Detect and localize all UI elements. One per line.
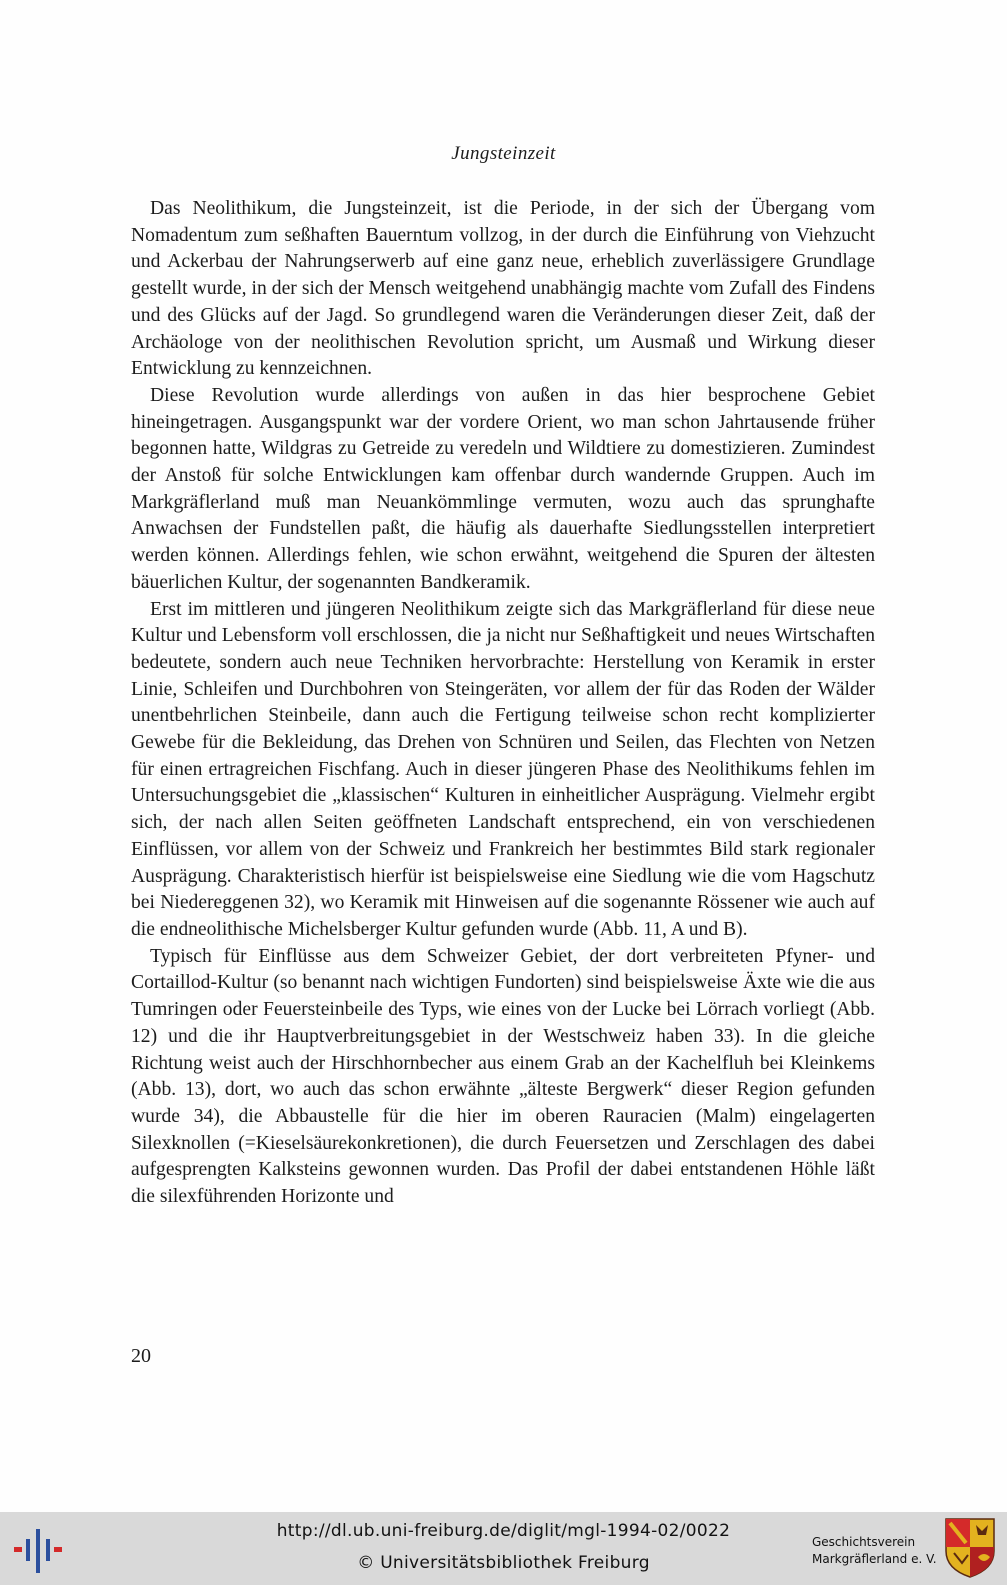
publisher-line-2: Markgräflerland e. V.: [812, 1552, 937, 1566]
body-text: [131, 196, 875, 1211]
publisher-name: [812, 1534, 937, 1568]
paragraph-1: Das Neolithikum, die Jungsteinzeit, ist die Periode, in der sich der Übergang vom Nomadentum zum seßhaften Bauerntum vollzog, in der durch die Einführung von Viehzucht und Ackerbau der Nahrungserwerb auf eine ganz neue, erheblich zuverlässigere Grundlage gestellt wurde, in der sich der Mensch weitgehend unabhängig machte vom Zufall des Findens und des Glücks auf der Jagd. So grundlegend waren die Veränderungen dieser Zeit, daß der Archäologe von der neolithischen Revolution spricht, um Ausmaß und Wirkung dieser Entwicklung zu kennzeichnen.: [131, 198, 875, 380]
copyright-text: © Universitätsbibliothek Freiburg: [357, 1553, 650, 1573]
page-number: 20: [131, 1345, 151, 1367]
running-head: Jungsteinzeit: [451, 143, 556, 164]
footer-bar: [0, 1512, 1007, 1585]
paragraph-4: Typisch für Einflüsse aus dem Schweizer Gebiet, der dort verbreiteten Pfyner- und Cortaillod-Kultur (so benannt nach wichtigen Fundorten) sind beispielsweise Äxte wie die aus Tumringen oder Feuersteinbeile des Typs, wie eines von der Lucke bei Lörrach vorliegt (Abb. 12) und die ihr Hauptverbreitungsgebiet in der Westschweiz haben 33). In die gleiche Richtung weist auch der Hirschhornbecher aus einem Grab an der Kachelfluh bei Kleinkems (Abb. 13), dort, wo auch das schon erwähnte „älteste Bergwerk“ dieser Region gefunden wurde 34), die Abbaustelle für die hier im oberen Rauracien (Malm) eingelagerten Silexknollen (=Kieselsäurekonkretionen), die durch Feuersetzen und Zerschlagen des dabei aufgesprengten Kalksteins gewonnen wurden. Das Profil der dabei entstandenen Höhle läßt die silexführenden Horizonte und: [131, 945, 875, 1208]
document-url-link[interactable]: http://dl.ub.uni-freiburg.de/diglit/mgl-1994-02/0022: [276, 1521, 731, 1541]
paragraph-3: Erst im mittleren und jüngeren Neolithikum zeigte sich das Markgräflerland für diese neue Kultur und Lebensform voll erschlossen, die ja nicht nur Seßhaftigkeit und neues Wirtschaften bedeutete, sondern auch neue Techniken hervorbrachte: Herstellung von Keramik in erster Linie, Schleifen und Durchbohren von Steingeräten, vor allem der für das Roden der Wälder unentbehrlichen Steinbeile, dann auch die Fertigung teilweise schon recht komplizierter Gewebe für die Bekleidung, das Drehen von Schnüren und Seilen, das Flechten von Netzen für einen ertragreichen Fischfang. Auch in dieser jüngeren Phase des Neolithikums fehlen im Untersuchungsgebiet die „klassischen“ Kulturen in einheitlicher Ausprägung. Vielmehr ergibt sich, der nach allen Seiten geöffneten Landschaft entsprechend, ein von verschiedenen Einflüssen, vor allem von der Schweiz und Frankreich her bestimmtes Bild stark regionaler Ausprägung. Charakteristisch hierfür ist beispielsweise eine Siedlung wie die vom Hagschutz bei Niedereggenen 32), wo Keramik mit Hinweisen auf die sogenannte Rössener wie auch auf die endneolithische Michelsberger Kultur gefunden wurde (Abb. 11, A und B).: [131, 598, 875, 940]
publisher-line-1: Geschichtsverein: [812, 1535, 916, 1549]
coat-of-arms-icon: [944, 1517, 996, 1579]
paragraph-2: Diese Revolution wurde allerdings von außen in das hier besprochene Gebiet hineingetragen. Ausgangspunkt war der vordere Orient, wo man schon Jahrtausende früher begonnen hatte, Wildgras zu Getreide zu veredeln und Wildtiere zu domestizieren. Zumindest der Anstoß für solche Entwicklungen kam offenbar durch wandernde Gruppen. Auch im Markgräflerland muß man Neuankömmlinge vermuten, wozu auch das sprunghafte Anwachsen der Fundstellen paßt, die häufig als dauerhafte Siedlungsstellen interpretiert werden können. Allerdings fehlen, wie schon erwähnt, weitgehend die Spuren der ältesten bäuerlichen Kultur, der sogenannten Bandkeramik.: [131, 384, 875, 593]
